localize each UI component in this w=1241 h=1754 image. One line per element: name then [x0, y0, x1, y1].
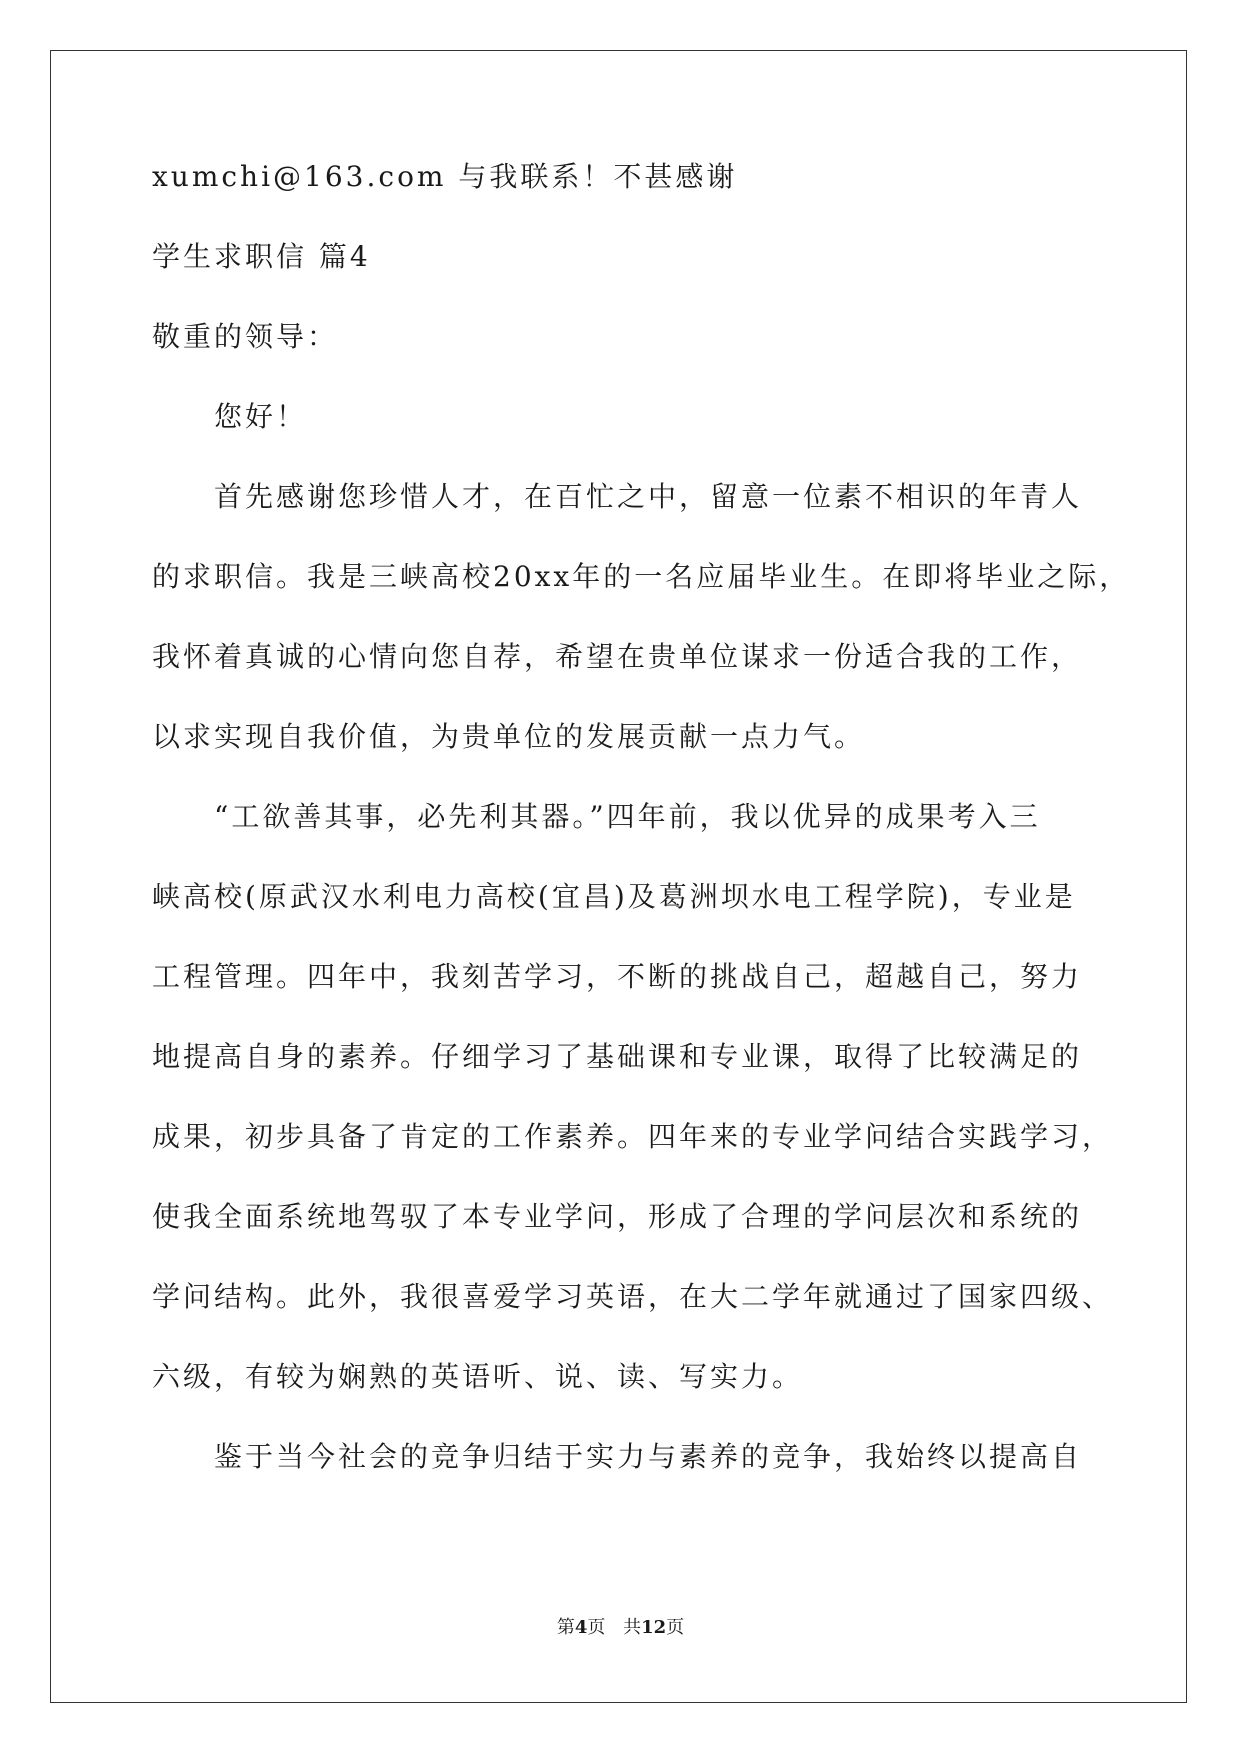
- text-line: 成果，初步具备了肯定的工作素养。四年来的专业学问结合实践学习，: [152, 1120, 1114, 1153]
- text-line: 六级，有较为娴熟的英语听、说、读、写实力。: [152, 1360, 804, 1393]
- text-line: 地提高自身的素养。仔细学习了基础课和专业课，取得了比较满足的: [152, 1040, 1083, 1073]
- salutation: 敬重的领导：: [152, 320, 339, 353]
- text-line: 鉴于当今社会的竞争归结于实力与素养的竞争，我始终以提高自: [214, 1440, 1083, 1473]
- text-line: 以求实现自我价值，为贵单位的发展贡献一点力气。: [152, 720, 866, 753]
- page-indicator: 第4页: [556, 1617, 606, 1638]
- greeting: 您好！: [214, 400, 308, 433]
- text-line: 使我全面系统地驾驭了本专业学问，形成了合理的学问层次和系统的: [152, 1200, 1083, 1233]
- text-line: 学问结构。此外，我很喜爱学习英语，在大二学年就通过了国家四级、: [152, 1280, 1114, 1313]
- section-heading: 学生求职信 篇4: [152, 240, 371, 273]
- page-footer: [0, 1616, 1241, 1640]
- document-body: [152, 160, 1131, 1522]
- text-line: 首先感谢您珍惜人才，在百忙之中，留意一位素不相识的年青人: [214, 480, 1083, 513]
- text-line: 峡高校(原武汉水利电力高校(宜昌)及葛洲坝水电工程学院)，专业是: [152, 880, 1076, 913]
- text-line: xumchi@163.com 与我联系！不甚感谢: [152, 160, 738, 193]
- total-pages-indicator: 共12页: [623, 1617, 685, 1638]
- text-line: 我怀着真诚的心情向您自荐，希望在贵单位谋求一份适合我的工作，: [152, 640, 1083, 673]
- text-line: 的求职信。我是三峡高校20xx年的一名应届毕业生。在即将毕业之际，: [152, 560, 1131, 593]
- text-line: 工程管理。四年中，我刻苦学习，不断的挑战自己，超越自己，努力: [152, 960, 1083, 993]
- text-line: “工欲善其事，必先利其器。”四年前，我以优异的成果考入三: [214, 800, 1041, 833]
